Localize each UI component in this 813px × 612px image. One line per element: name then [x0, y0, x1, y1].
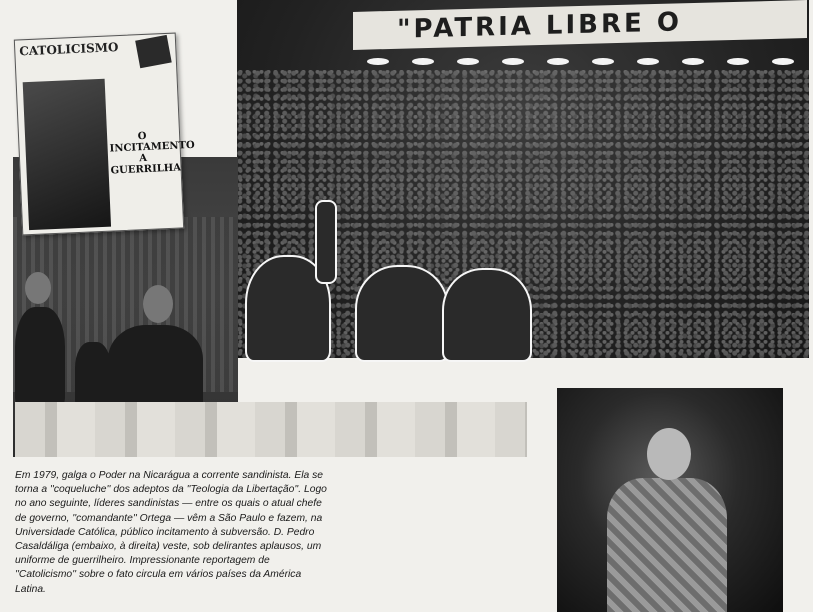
bishop-head	[647, 428, 691, 480]
bishop-photo	[557, 388, 783, 612]
magazine-headline: O INCITAMENTO A GUERRILHA	[109, 130, 195, 177]
raised-arm	[315, 200, 337, 284]
leader-figure-right	[442, 268, 532, 362]
stage-person-1-head	[25, 272, 51, 304]
photo-caption: Em 1979, galga o Poder na Nicarágua a corrente sandinista. Ela se torna a ''coqueluche'' dos adeptos da ''Teologia da Libertação''. Logo no ano seguinte, líderes sandinistas — entre os quais o atual chefe de governo, ''comandante'' Ortega — vêm a São Paulo e fazem, na Universidade Católica, público incitamento à subversão. D. Pedro Casaldáliga (embaixo, à direita) veste, sob delirantes aplausos, um uniforme de guerrilheiro. Impressionante reportagem de ''Catolicismo'' sobre o fato circula em vários países da América Latina.	[15, 470, 327, 595]
crowd-photo	[237, 0, 809, 358]
magazine-photo	[23, 79, 111, 230]
guerrilla-uniform	[607, 478, 727, 612]
stage-person-2	[108, 325, 203, 410]
magazine-badge	[135, 35, 172, 68]
magazine-cover	[14, 33, 195, 236]
stage-person-1	[15, 307, 65, 407]
stage-table	[15, 402, 527, 457]
stage-person-3	[75, 342, 111, 407]
ceiling-lights	[357, 58, 807, 70]
stage-person-2-head	[143, 285, 173, 323]
magazine-title: CATOLICISMO	[19, 40, 119, 59]
leader-figure-center	[355, 265, 449, 362]
crowd-banner: "PATRIA LIBRE O	[353, 0, 807, 50]
